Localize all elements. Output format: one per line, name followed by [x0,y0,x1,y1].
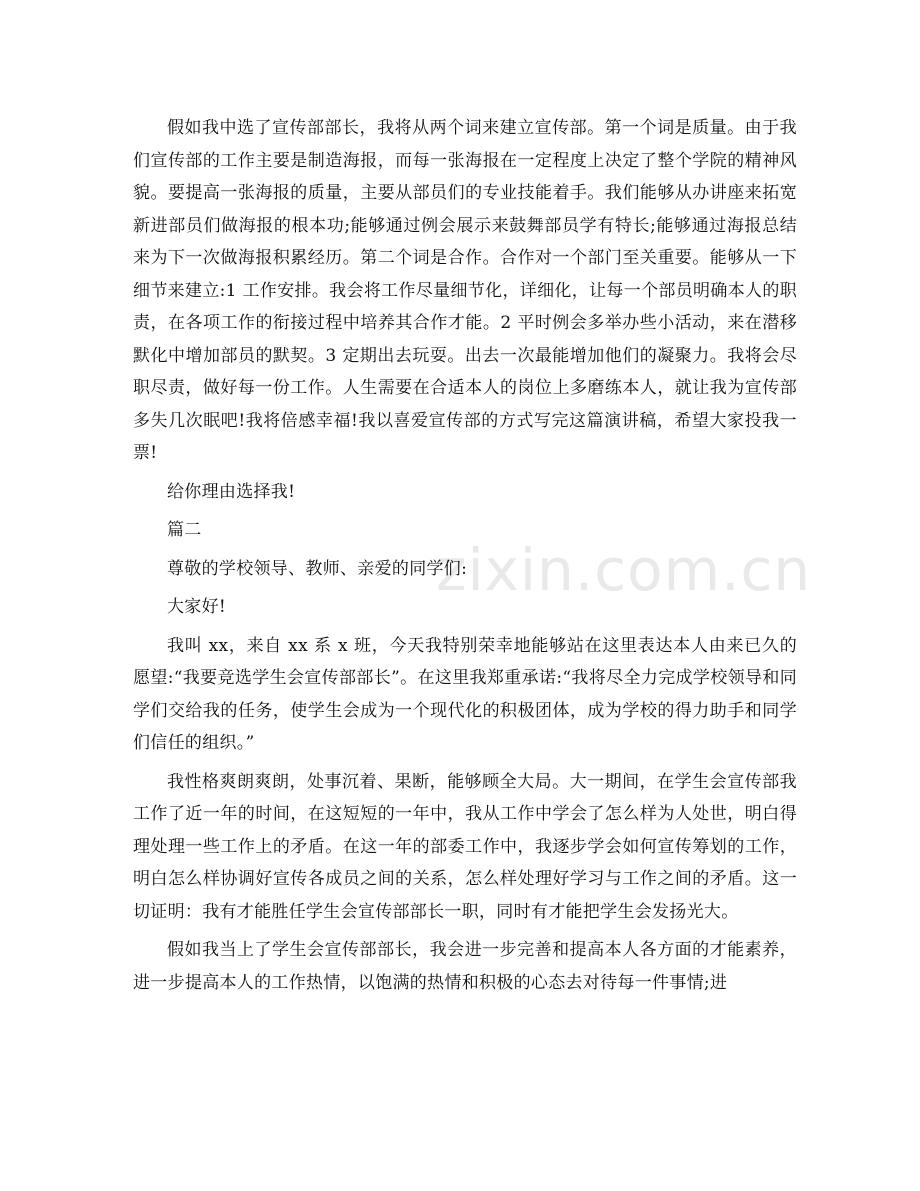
paragraph-campaign-plan: 假如我中选了宣传部部长，我将从两个词来建立宣传部。第一个词是质量。由于我们宣传部的工作主要是制造海报，而每一张海报在一定程度上决定了整个学院的精神风貌。要提高一张海报的质量，主要从部员们的专业技能着手。我们能够从办讲座来拓宽新进部员们做海报的根本功;能够通过例会展示来鼓舞部员学有特长;能够通过海报总结来为下一次做海报积累经历。第二个词是合作。合作对一个部门至关重要。能够从一下细节来建立:1 工作安排。我会将工作尽量细节化，详细化，让每一个部员明确本人的职责，在各项工作的衔接过程中培养其合作才能。2 平时例会多举办些小活动，来在潜移默化中增加部员的默契。3 定期出去玩耍。出去一次最能增加他们的凝聚力。我将会尽职尽责，做好每一份工作。人生需要在合适本人的岗位上多磨练本人，就让我为宣传部多失几次眠吧!我将倍感幸福!我以喜爱宣传部的方式写完这篇演讲稿，希望大家投我一票! [133,118,797,463]
paragraph-introduction: 我叫 xx，来自 xx 系 x 班，今天我特别荣幸地能够站在这里表达本人由来已久的愿望:“我要竞选学生会宣传部部长”。在这里我郑重承诺:“我将尽全力完成学校领导和同学们交给我的任务，使学生会成为一个现代化的积极团体，成为学校的得力助手和同学们信任的组织。” [133,635,797,753]
paragraph-if-elected: 假如我当上了学生会宣传部部长，我会进一步完善和提高本人各方面的才能素养，进一步提高本人的工作热情，以饱满的热情和积极的心态去对待每一件事情;进 [133,940,797,993]
salutation: 尊敬的学校领导、教师、亲爱的同学们: [167,558,468,579]
paragraph-choose-me: 给你理由选择我! [167,481,296,502]
document-body [133,112,797,999]
paragraph-personality: 我性格爽朗爽朗，处事沉着、果断，能够顾全大局。大一期间，在学生会宣传部我工作了近一年的时间，在这短短的一年中，我从工作中学会了怎么样为人处世，明白得理处理一些工作上的矛盾。在这一年的部委工作中，我逐步学会如何宣传筹划的工作，明白怎么样协调好宣传各成员之间的关系，怎么样处理好学习与工作之间的矛盾。这一切证明：我有才能胜任学生会宣传部部长一职，同时有才能把学生会发扬光大。 [133,771,797,922]
greeting: 大家好! [167,597,227,617]
watermark: zixin.com.cn [436,536,812,604]
section-heading-part-two: 篇二 [167,520,202,540]
